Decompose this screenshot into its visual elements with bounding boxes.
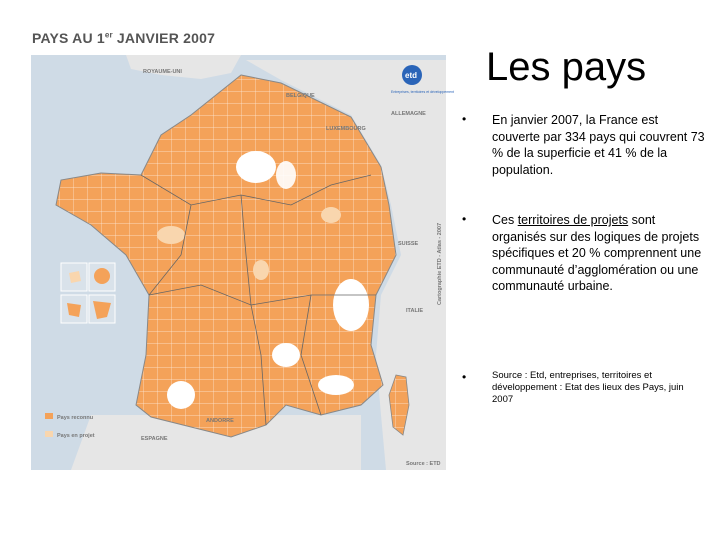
projects-link[interactable]: territoires de projets [517, 213, 629, 227]
alps-area [333, 279, 369, 331]
project-area [321, 207, 341, 223]
label-allemagne: ALLEMAGNE [391, 111, 426, 117]
paris-area [236, 151, 276, 183]
white-area [318, 375, 354, 395]
label-espagne: ESPAGNE [141, 436, 168, 442]
slide-title: Les pays [486, 45, 647, 89]
bullet-text: Ces territoires de projets sont organisés sur des logiques de projets spécifiques et 20 % comprennent une communauté d’agglomération ou une communauté urbaine. [492, 213, 702, 293]
legend-label-project: Pays en projet [57, 433, 95, 439]
map-title: PAYS AU 1er JANVIER 2007 [32, 30, 216, 46]
label-luxembourg: LUXEMBOURG [326, 126, 366, 132]
label-andorre: ANDORRE [206, 418, 234, 424]
legend-swatch-recognized [45, 413, 53, 419]
project-area [253, 260, 269, 280]
project-area [157, 226, 185, 244]
white-area [167, 381, 195, 409]
source-text: Source : Etd, entreprises, territoires et développement : Etat des lieux des Pays, juin 2007 [492, 370, 684, 405]
map-credit: Cartographie ETD - Atlas - 2007 [437, 222, 443, 305]
france-map [31, 55, 455, 470]
map-source: Source : ETD [406, 461, 441, 467]
svg-text:Entreprises, territoires et dé: Entreprises, territoires et développement [391, 90, 455, 94]
legend-label-recognized: Pays reconnu [57, 415, 94, 421]
label-uk: ROYAUME-UNI [143, 69, 182, 75]
label-suisse: SUISSE [398, 241, 419, 247]
svg-text:etd: etd [405, 71, 417, 80]
legend-swatch-project [45, 431, 53, 437]
bullet-text: En janvier 2007, la France est couverte par 334 pays qui couvrent 73 % de la superficie et 41 % de la population. [492, 113, 705, 177]
white-area [276, 161, 296, 189]
label-belgique: BELGIQUE [286, 93, 315, 99]
white-area [272, 343, 300, 367]
label-italie: ITALIE [406, 308, 424, 314]
